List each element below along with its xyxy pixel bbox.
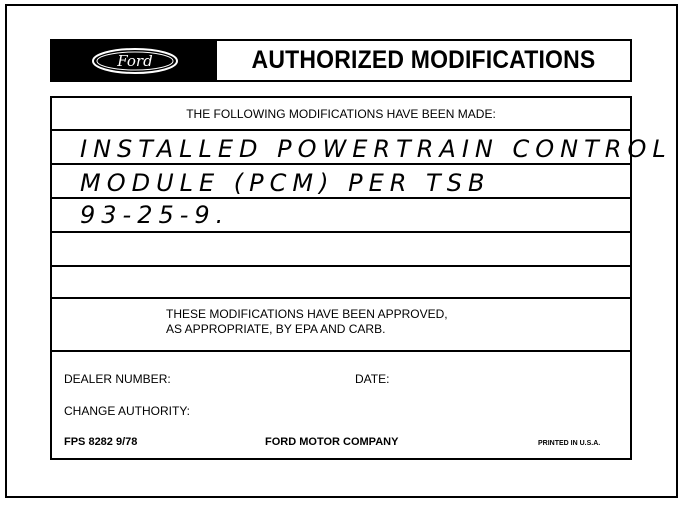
date-label: DATE: xyxy=(355,372,390,386)
page-title: AUTHORIZED MODIFICATIONS xyxy=(251,46,596,74)
form-line xyxy=(52,163,630,165)
form-line xyxy=(52,231,630,233)
handwritten-line-3: 93-25-9. xyxy=(80,201,230,229)
divider xyxy=(52,129,630,131)
header-bar xyxy=(50,39,632,82)
ford-logo xyxy=(52,41,217,80)
dealer-number-label: DEALER NUMBER: xyxy=(64,372,171,386)
intro-text: THE FOLLOWING MODIFICATIONS HAVE BEEN MADE: xyxy=(186,106,496,121)
ford-oval-icon xyxy=(90,47,180,75)
form-line xyxy=(52,297,630,299)
approval-text xyxy=(166,307,448,337)
approval-line-2: AS APPROPRIATE, BY EPA AND CARB. xyxy=(166,322,386,336)
form-code: FPS 8282 9/78 xyxy=(64,436,138,448)
change-authority-label: CHANGE AUTHORITY: xyxy=(64,404,191,418)
handwritten-line-2: MODULE (PCM) PER TSB xyxy=(80,169,491,197)
printed-in-usa: PRINTED IN U.S.A. xyxy=(538,440,601,447)
divider xyxy=(52,350,630,352)
approval-line-1: THESE MODIFICATIONS HAVE BEEN APPROVED, xyxy=(166,307,448,321)
logo-text: Ford xyxy=(116,51,153,70)
company-name: FORD MOTOR COMPANY xyxy=(265,436,399,448)
form-line xyxy=(52,197,630,199)
form-line xyxy=(52,265,630,267)
handwritten-line-1: INSTALLED POWERTRAIN CONTROL xyxy=(80,135,672,163)
modifications-form xyxy=(50,96,672,460)
